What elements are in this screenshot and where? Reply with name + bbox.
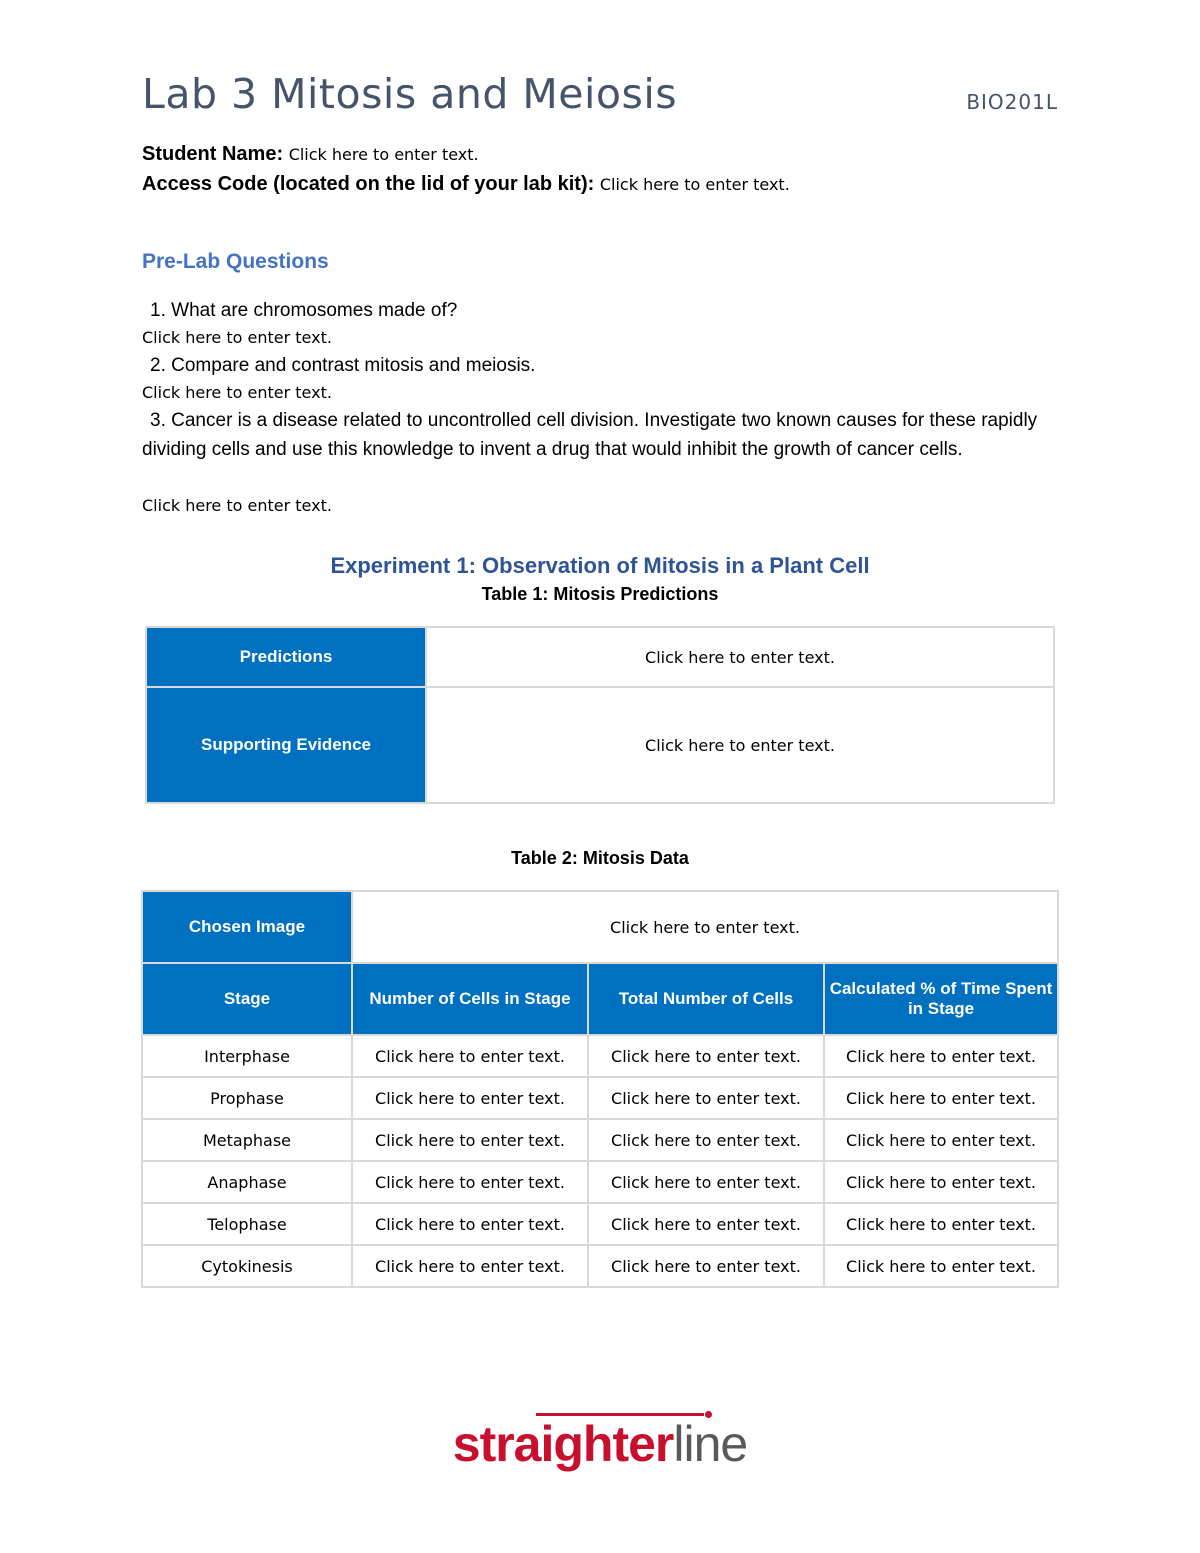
predictions-field[interactable]: Click here to enter text.	[426, 627, 1054, 687]
total-cells-field[interactable]: Click here to enter text.	[588, 1161, 824, 1203]
experiment-heading: Experiment 1: Observation of Mitosis in a Plant Cell	[330, 553, 870, 578]
total-cells-field[interactable]: Click here to enter text.	[588, 1245, 824, 1287]
header-total-cells: Total Number of Cells	[588, 963, 824, 1035]
student-name-label: Student Name:	[142, 143, 284, 165]
question-2	[142, 351, 1042, 380]
total-cells-field[interactable]: Click here to enter text.	[588, 1203, 824, 1245]
table-row	[142, 1161, 1058, 1203]
question-text: What are chromosomes made of?	[171, 300, 458, 321]
access-code-label: Access Code (located on the lid of your lab kit):	[142, 173, 595, 195]
percent-time-field[interactable]: Click here to enter text.	[824, 1161, 1058, 1203]
answer-1-field[interactable]: Click here to enter text.	[142, 328, 332, 347]
logo-text-part1: straighter	[452, 1416, 674, 1472]
stage-name: Telophase	[142, 1203, 352, 1245]
stage-name: Prophase	[142, 1077, 352, 1119]
cells-in-stage-field[interactable]: Click here to enter text.	[352, 1119, 588, 1161]
header-cells-in-stage: Number of Cells in Stage	[352, 963, 588, 1035]
page-title: Lab 3 Mitosis and Meiosis	[142, 70, 678, 118]
cells-in-stage-field[interactable]: Click here to enter text.	[352, 1077, 588, 1119]
percent-time-field[interactable]: Click here to enter text.	[824, 1119, 1058, 1161]
cells-in-stage-field[interactable]: Click here to enter text.	[352, 1203, 588, 1245]
stage-name: Cytokinesis	[142, 1245, 352, 1287]
supporting-evidence-field[interactable]: Click here to enter text.	[426, 687, 1054, 803]
header-percent-time: Calculated % of Time Spent in Stage	[824, 963, 1058, 1035]
question-text: Compare and contrast mitosis and meiosis.	[171, 355, 536, 376]
predictions-table	[145, 626, 1055, 804]
answer-2-field[interactable]: Click here to enter text.	[142, 383, 332, 402]
chosen-image-field[interactable]: Click here to enter text.	[352, 891, 1058, 963]
chosen-image-label: Chosen Image	[142, 891, 352, 963]
question-text: Cancer is a disease related to uncontrolled cell division. Investigate two known causes for these rapidly dividing cells and use this knowledge to invent a drug that would inhibit the growth of cancer cells.	[142, 410, 1038, 460]
mitosis-data-table	[141, 890, 1059, 1288]
question-number: 3.	[150, 410, 166, 431]
stage-name: Interphase	[142, 1035, 352, 1077]
table-row	[142, 1035, 1058, 1077]
percent-time-field[interactable]: Click here to enter text.	[824, 1245, 1058, 1287]
total-cells-field[interactable]: Click here to enter text.	[588, 1077, 824, 1119]
table-row	[142, 1245, 1058, 1287]
question-number: 1.	[150, 300, 166, 321]
cells-in-stage-field[interactable]: Click here to enter text.	[352, 1245, 588, 1287]
predictions-label: Predictions	[146, 627, 426, 687]
access-code-line	[142, 173, 790, 196]
percent-time-field[interactable]: Click here to enter text.	[824, 1035, 1058, 1077]
percent-time-field[interactable]: Click here to enter text.	[824, 1203, 1058, 1245]
question-number: 2.	[150, 355, 166, 376]
stage-name: Metaphase	[142, 1119, 352, 1161]
table2-caption: Table 2: Mitosis Data	[511, 848, 689, 868]
question-1	[142, 296, 1042, 325]
header-stage: Stage	[142, 963, 352, 1035]
answer-3-field[interactable]: Click here to enter text.	[142, 496, 332, 515]
cells-in-stage-field[interactable]: Click here to enter text.	[352, 1035, 588, 1077]
supporting-evidence-label: Supporting Evidence	[146, 687, 426, 803]
question-3	[142, 406, 1042, 464]
table-row	[142, 1077, 1058, 1119]
straighterline-logo	[0, 1415, 1200, 1473]
percent-time-field[interactable]: Click here to enter text.	[824, 1077, 1058, 1119]
table1-caption: Table 1: Mitosis Predictions	[481, 584, 719, 604]
prelab-heading: Pre-Lab Questions	[142, 250, 329, 273]
logo-text-part2: line	[673, 1416, 748, 1472]
table-row	[142, 1203, 1058, 1245]
total-cells-field[interactable]: Click here to enter text.	[588, 1119, 824, 1161]
stage-name: Anaphase	[142, 1161, 352, 1203]
cells-in-stage-field[interactable]: Click here to enter text.	[352, 1161, 588, 1203]
course-code: BIO201L	[966, 90, 1058, 114]
access-code-field[interactable]: Click here to enter text.	[599, 175, 790, 194]
student-name-line	[142, 143, 479, 166]
table-row	[142, 1119, 1058, 1161]
student-name-field[interactable]: Click here to enter text.	[288, 145, 479, 164]
total-cells-field[interactable]: Click here to enter text.	[588, 1035, 824, 1077]
